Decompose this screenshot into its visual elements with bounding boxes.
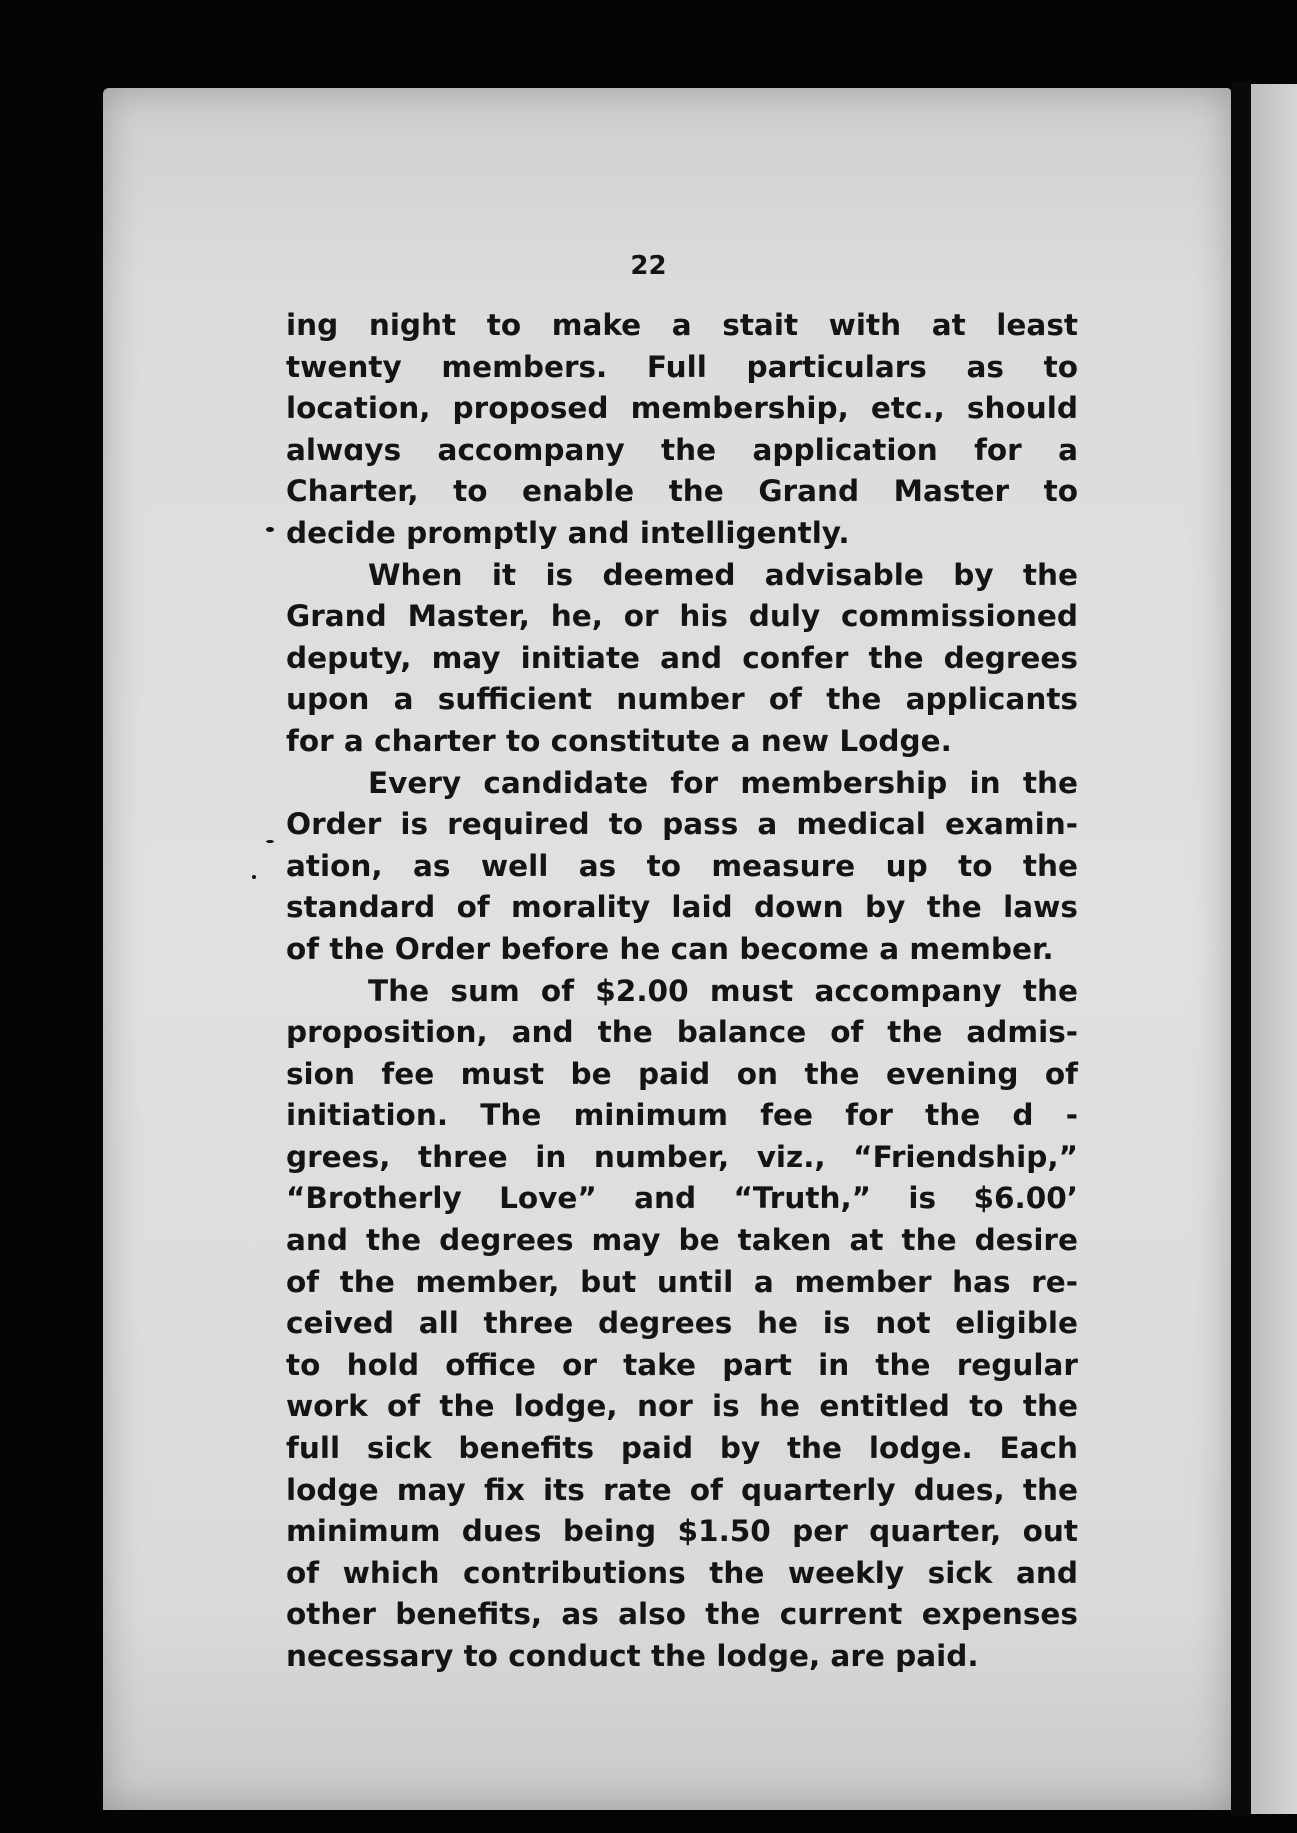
text-line: Charter, to enable the Grand Master to	[286, 474, 1078, 509]
text-line: work of the lodge, nor is he entitled to the	[286, 1389, 1078, 1424]
text-line: standard of morality laid down by the laws	[286, 890, 1078, 925]
text-line: sion fee must be paid on the evening of	[286, 1056, 1078, 1091]
page-gutter	[1231, 82, 1251, 1815]
text-line: other benefits, as also the current expenses	[286, 1597, 1078, 1632]
text-line: of the Order before he can become a member.	[286, 931, 1054, 966]
text-line: alwɑys accompany the application for a	[286, 432, 1078, 467]
text-line: initiation. The minimum fee for the d -	[286, 1098, 1078, 1133]
text-line: proposition, and the balance of the admis-	[286, 1015, 1078, 1050]
page-number: 22	[630, 251, 667, 281]
text-line: deputy, may initiate and confer the degrees	[286, 640, 1078, 675]
text-line: lodge may fix its rate of quarterly dues, the	[286, 1472, 1078, 1507]
text-line: necessary to conduct the lodge, are paid.	[286, 1639, 979, 1673]
text-line: ation, as well as to measure up to the	[286, 848, 1078, 883]
margin-mark	[266, 527, 274, 532]
text-line: ing night to make a stait with at least	[286, 308, 1078, 342]
text-line: and the degrees may be taken at the desire	[286, 1223, 1078, 1258]
text-line: to hold office or take part in the regular	[286, 1347, 1078, 1382]
margin-mark	[266, 840, 274, 843]
text-line: “Brotherly Love” and “Truth,” is $6.00’	[286, 1181, 1078, 1216]
text-line: ceived all three degrees he is not eligible	[286, 1306, 1078, 1341]
text-line: Every candidate for membership in the	[368, 765, 1078, 800]
adjacent-page-edge	[1251, 84, 1297, 1814]
text-line: for a charter to constitute a new Lodge.	[286, 723, 952, 758]
text-line: decide promptly and intelligently.	[286, 515, 850, 550]
text-line: Grand Master, he, or his duly commissioned	[286, 599, 1078, 634]
text-line: Order is required to pass a medical examin-	[286, 807, 1078, 842]
text-line: upon a sufficient number of the applicants	[286, 682, 1078, 717]
text-line: of the member, but until a member has re-	[286, 1264, 1078, 1299]
text-line: minimum dues being $1.50 per quarter, out	[286, 1514, 1078, 1549]
text-line: location, proposed membership, etc., should	[286, 391, 1078, 426]
text-line: When it is deemed advisable by the	[368, 557, 1078, 592]
text-line: full sick benefits paid by the lodge. Each	[286, 1431, 1078, 1466]
text-line: twenty members. Full particulars as to	[286, 349, 1078, 384]
margin-mark	[252, 875, 256, 879]
body-text	[286, 305, 1078, 1678]
text-line: of which contributions the weekly sick and	[286, 1555, 1078, 1590]
text-line: grees, three in number, viz., “Friendship,”	[286, 1139, 1078, 1174]
text-line: The sum of $2.00 must accompany the	[368, 973, 1078, 1008]
